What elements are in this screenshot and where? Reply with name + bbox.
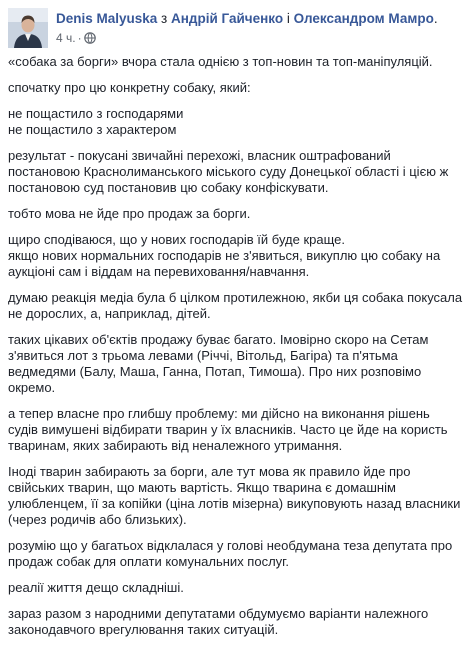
paragraph-line: не пощастило з характером [8,122,177,137]
post-timestamp[interactable]: 4 ч. [56,31,76,45]
author-name[interactable]: Denis Malyuska [56,11,158,26]
paragraph-line: законодавчого врегулювання таких ситуацій. [8,622,279,637]
paragraph-line: ведмедями (Балу, Маша, Ганна, Потап, Тимоша). Про них розповімо [8,364,422,379]
paragraph-line: не пощастило з господарями [8,106,184,121]
paragraph-line: улюбленцем, її за копійки (ціна лотів мізерна) викуповують назад власники [8,496,461,511]
post-paragraph [8,580,470,596]
paragraph-line: якщо нових нормальних господарів не з'явиться, викуплю цю собаку на [8,248,441,263]
with-text: з [157,11,171,26]
post-paragraph [8,464,470,528]
paragraph-line: продаж собак для оплати комунальних послуг. [8,554,289,569]
post-paragraph [8,606,470,638]
and-text: і [283,11,294,26]
paragraph-line: думаю реакція медіа була б цілком протилежною, якби ця собака покусала [8,290,463,305]
paragraph-line: Іноді тварин забирають за борги, але тут мова як правило йде про [8,464,411,479]
post-paragraph [8,406,470,454]
post-body [8,54,470,648]
paragraph-line: (через родичів або близьких). [8,512,187,527]
paragraph-line: результат - покусані звичайні перехожі, власник оштрафований [8,148,391,163]
paragraph-line: тваринам, яких забирають від неналежного утримання. [8,438,343,453]
paragraph-line: спочатку про цю конкретну собаку, який: [8,80,251,95]
post-paragraph [8,232,470,280]
meta-separator: · [77,31,82,45]
paragraph-line: постановою суд постановив цю собаку конфіскувати. [8,180,329,195]
paragraph-line: розумію що у багатьох відклалася у голові необдумана теза депутата про [8,538,453,553]
paragraph-line: тобто мова не йде про продаж за борги. [8,206,251,221]
paragraph-line: з'явиться лот з трьома левами (Річчі, Вітольд, Багіра) та п'ятьма [8,348,398,363]
paragraph-line: «собака за борги» вчора стала однією з топ-новин та топ-маніпуляцій. [8,54,433,69]
post-paragraph [8,106,470,138]
tagged-person-2[interactable]: Олександром Мамро [293,11,434,26]
post-meta [56,31,96,47]
tagged-person-1[interactable]: Андрій Гайченко [171,11,284,26]
paragraph-line: аукціоні сам і віддам на перевиховання/навчання. [8,264,310,279]
paragraph-line: реалії життя дещо складніші. [8,580,184,595]
post-paragraph [8,206,470,222]
paragraph-line: не дорослих, а, наприклад, дітей. [8,306,211,321]
post-paragraph [8,54,470,70]
paragraph-line: окремо. [8,380,56,395]
paragraph-line: свійських тварин, що мають вартість. Якщо тварина є домашнім [8,480,396,495]
paragraph-line: щиро сподіваюся, що у нових господарів їй буде краще. [8,232,345,247]
paragraph-line: таких цікавих об'єктів продажу буває багато. Імовірно скоро на Сетам [8,332,429,347]
paragraph-line: постановою Краснолиманського міського суду Донецької області і цією ж [8,164,449,179]
author-line [56,11,438,27]
paragraph-line: зараз разом з народними депутатами обдумуємо варіанти належного [8,606,429,621]
post-header [8,8,468,48]
author-avatar[interactable] [8,8,48,48]
globe-icon[interactable] [84,32,96,47]
post-paragraph [8,332,470,396]
post-paragraph [8,290,470,322]
paragraph-line: а тепер власне про глибшу проблему: ми дійсно на виконання рішень [8,406,430,421]
avatar-photo [8,8,48,48]
post-paragraph [8,80,470,96]
end-punct: . [433,11,438,26]
post-paragraph [8,148,470,196]
post-paragraph [8,538,470,570]
paragraph-line: судів вимушені відбирати тварин у їх власників. Часто це йде на користь [8,422,448,437]
